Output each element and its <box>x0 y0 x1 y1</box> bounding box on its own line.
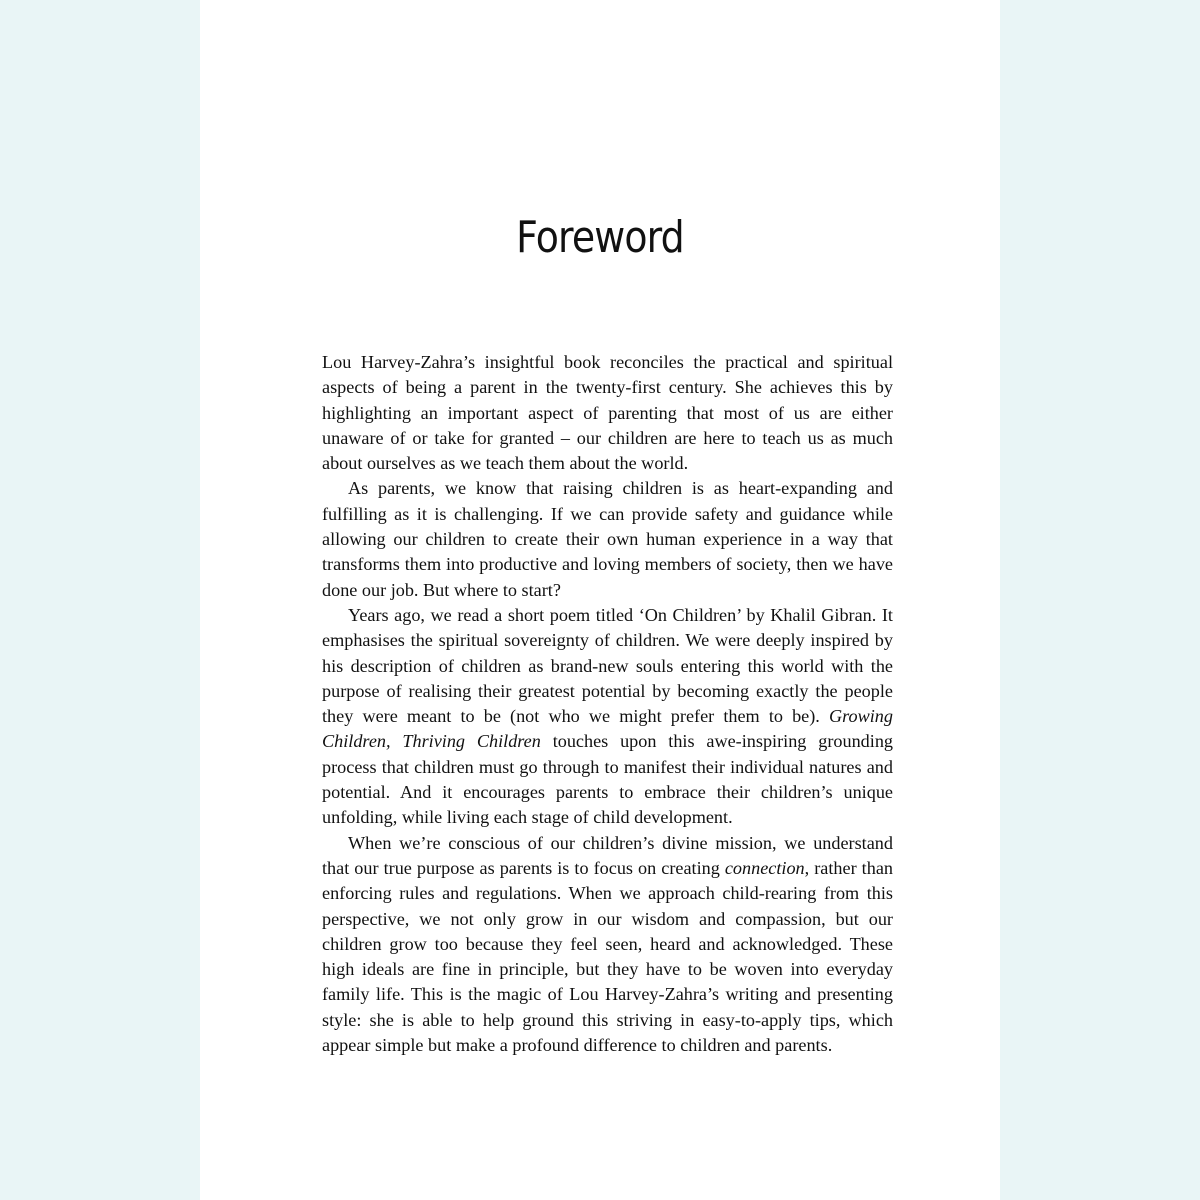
page-title: Foreword <box>516 212 684 263</box>
text-segment: touches upon this awe-inspiring grounding process that children must go through to manifest their individual natures and potential. And it encourages parents to embrace their children’s unique unfolding, while living each stage of child development. <box>322 731 894 828</box>
emphasis-italic: connection <box>724 857 805 878</box>
paragraph-3 <box>322 603 893 831</box>
foreword-body <box>322 350 893 1058</box>
paragraph-2 <box>322 476 893 602</box>
paragraph-1 <box>322 350 893 476</box>
text-segment: As parents, we know that raising children is as heart-expanding and fulfilling as it is challenging. If we can provide safety and guidance while allowing our children to create their own human experience in a way that transforms them into productive and loving members of society, then we have done our job. But where to start? <box>322 478 893 600</box>
text-segment: When we’re conscious of our children’s divine mission, we understand that our true purpose as parents is to focus on creating <box>322 832 893 878</box>
text-segment: Lou Harvey-Zahra’s insightful book reconciles the practical and spiritual aspects of being a parent in the twenty-first century. She achieves this by highlighting an important aspect of parenting that most of us are either unaware of or take for granted – our children are here to teach us as much about ourselves as we teach them about the world. <box>322 352 893 474</box>
book-page <box>200 0 1000 1200</box>
paragraph-4 <box>322 831 893 1059</box>
text-segment: , rather than enforcing rules and regulations. When we approach child-rearing from this perspective, we not only grow in our wisdom and compassion, but our children grow too because they feel seen, heard and acknowledged. These high ideals are fine in principle, but they have to be woven into everyday family life. This is the magic of Lou Harvey-Zahra’s writing and presenting style: she is able to help ground this striving in easy-to-apply tips, which appear simple but make a profound difference to children and parents. <box>322 857 893 1056</box>
book-title-italic: Growing Children, Thriving Children <box>322 706 893 752</box>
text-segment: Years ago, we read a short poem titled ‘On Children’ by Khalil Gibran. It emphasises the spiritual sovereignty of children. We were deeply inspired by his description of children as brand-new souls entering this world with the purpose of realising their greatest potential by becoming exactly the people they were meant to be (not who we might prefer them to be). <box>322 604 893 727</box>
